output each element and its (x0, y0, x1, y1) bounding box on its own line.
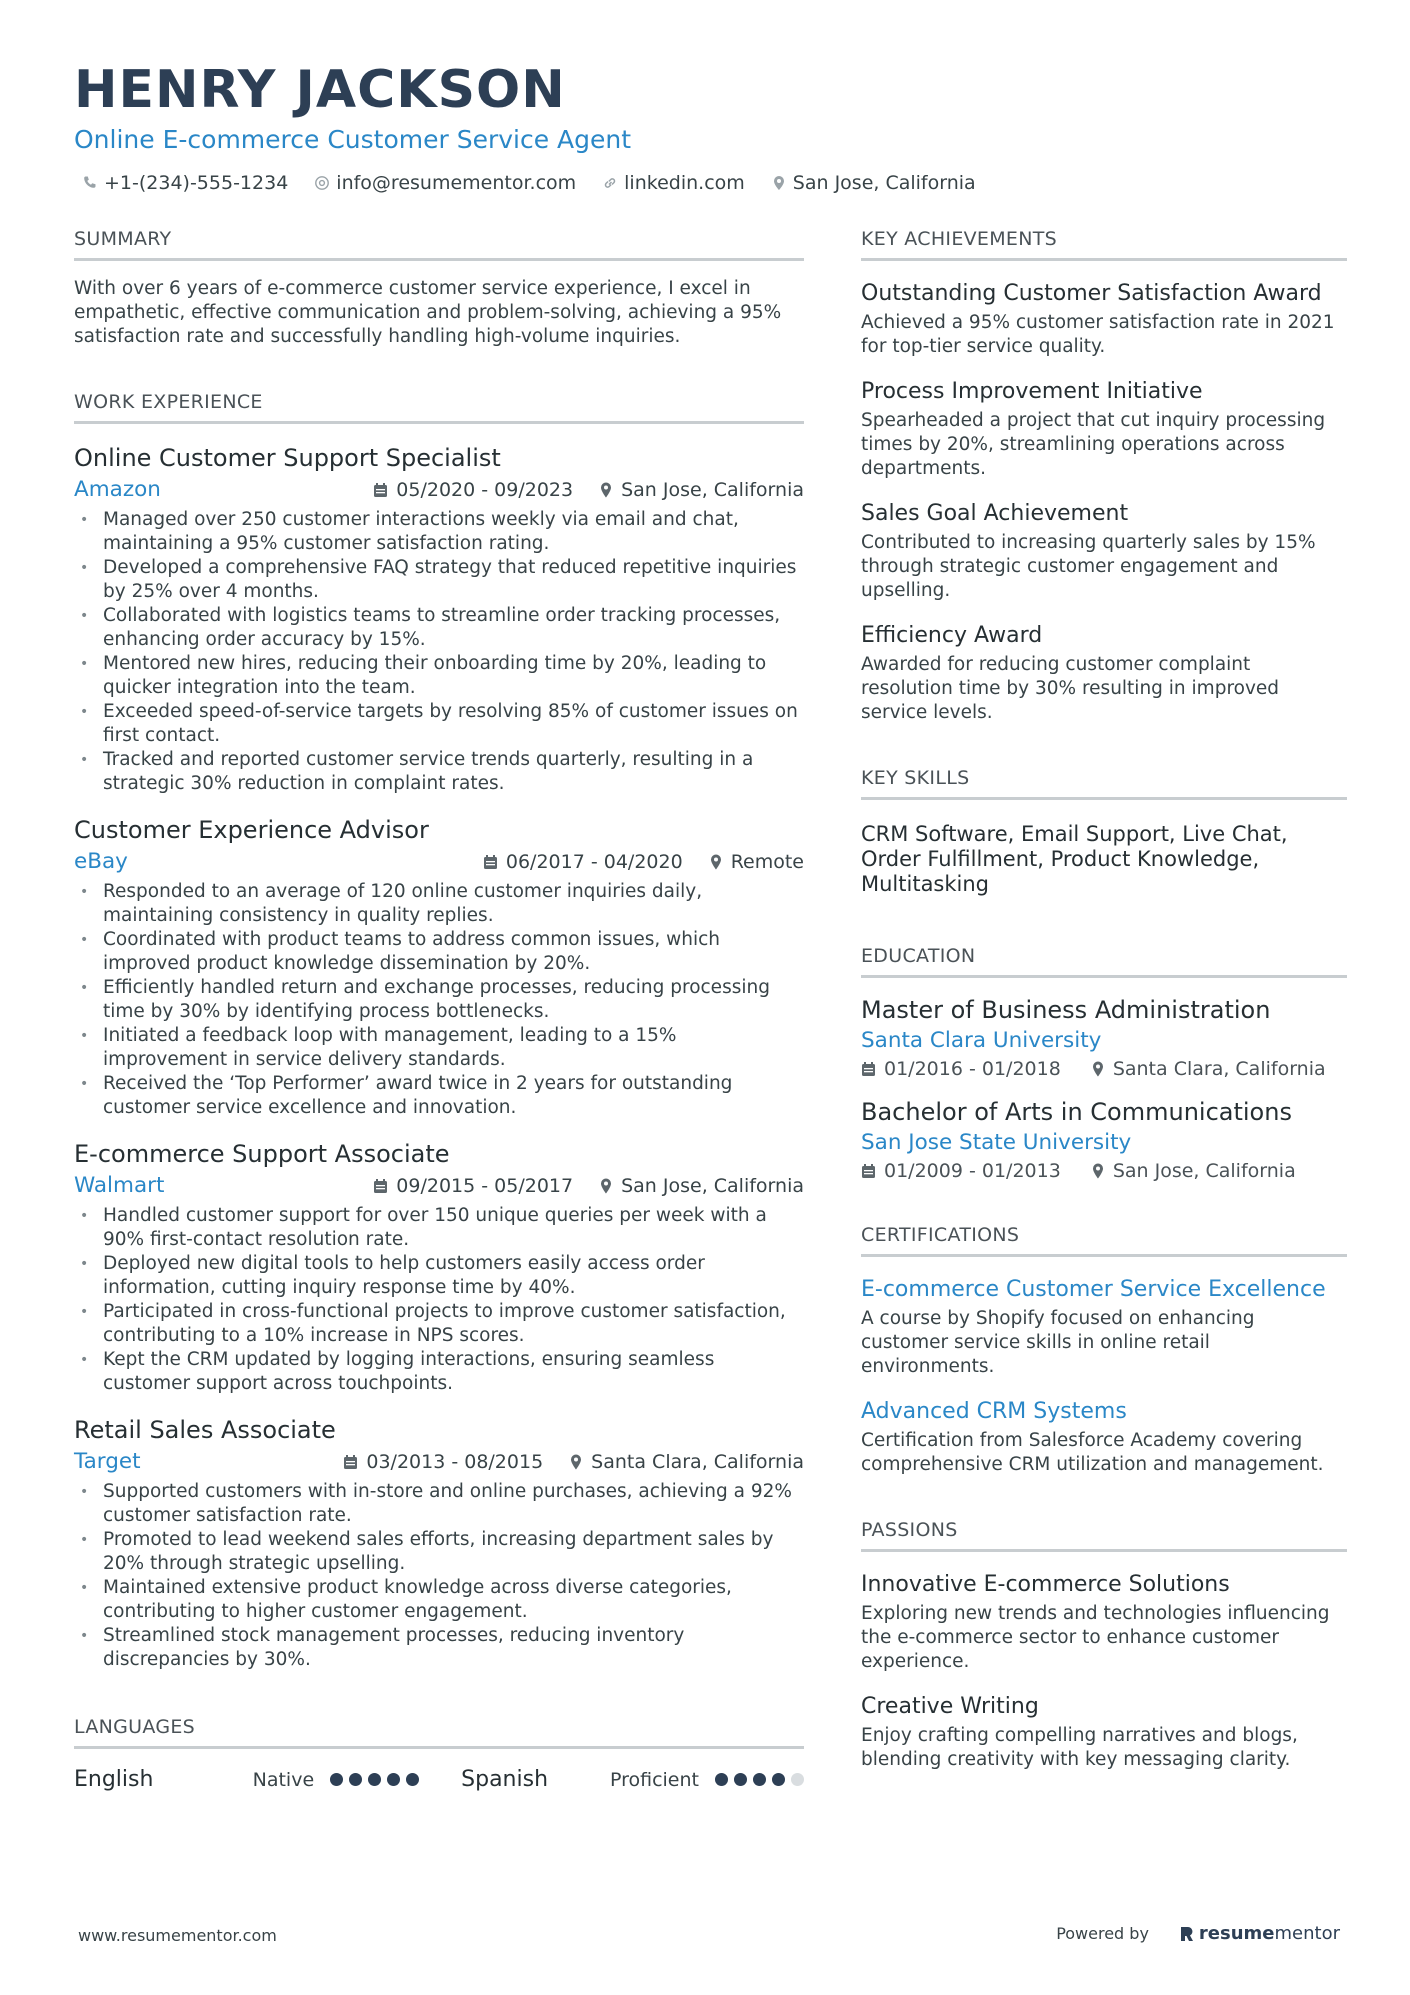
rating-dot-filled (330, 1773, 343, 1786)
school-name: San Jose State University (861, 1130, 1132, 1155)
summary-text: With over 6 years of e-commerce customer service experience, I excel in empathetic, effective communication and problem-solving, achieving a 95% satisfaction rate and successfully handling high-volume inquiries. (74, 278, 782, 347)
certifications-heading: CERTIFICATIONS (861, 1222, 1347, 1257)
job-dates (373, 1175, 573, 1197)
certification-title: E-commerce Customer Service Excellence (861, 1277, 1326, 1302)
job-title: E-commerce Support Associate (74, 1140, 450, 1168)
certification-title: Advanced CRM Systems (861, 1399, 1127, 1424)
languages-heading: LANGUAGES (74, 1714, 804, 1749)
bullet-item: • Developed a comprehensive FAQ strategy that reduced repetitive inquiries by 25% over 4 months. (74, 556, 804, 604)
bullet-item: • Kept the CRM updated by logging interactions, ensuring seamless customer support across touchpoints. (74, 1348, 804, 1396)
job-dates-text: 03/2013 - 08/2015 (366, 1451, 544, 1473)
job-entry (74, 1138, 804, 1396)
achievement-title: Outstanding Customer Satisfaction Award (861, 281, 1322, 306)
job-bullets (74, 880, 804, 1120)
education-location (1091, 1160, 1296, 1182)
education-location-text: San Jose, California (1112, 1160, 1296, 1182)
brand-rest: mentor (1274, 1923, 1340, 1944)
education-item (861, 994, 1347, 1080)
phone-text: +1-(234)-555-1234 (104, 172, 289, 194)
job-meta-right (373, 1175, 804, 1197)
powered-by-text: Powered by (1056, 1924, 1149, 1943)
footer-branding (1056, 1923, 1340, 1944)
rating-dot-filled (772, 1773, 785, 1786)
contact-phone (82, 172, 288, 194)
certification-item (861, 1275, 1347, 1379)
bullet-item: • Collaborated with logistics teams to streamline order tracking processes, enhancing order accuracy by 15%. (74, 604, 804, 652)
job-title: Customer Experience Advisor (74, 816, 429, 844)
achievement-title: Sales Goal Achievement (861, 501, 1129, 526)
work-experience-heading: WORK EXPERIENCE (74, 389, 804, 424)
key-skills-heading: KEY SKILLS (861, 765, 1347, 800)
email-text[interactable]: info@resumementor.com (336, 172, 577, 194)
passion-desc: Exploring new trends and technologies influencing the e-commerce sector to enhance customer experience. (861, 1603, 1330, 1672)
job-bullets (74, 508, 804, 796)
jobs-list (74, 442, 804, 1672)
job-location-text: Remote (730, 851, 804, 873)
location-pin-icon (569, 1454, 583, 1470)
footer-website[interactable]: www.resumementor.com (78, 1926, 277, 1945)
bullet-item: • Promoted to lead weekend sales efforts, increasing department sales by 20% through strategic upselling. (74, 1528, 804, 1576)
degree-title: Bachelor of Arts in Communications (861, 1098, 1292, 1126)
job-entry (74, 814, 804, 1120)
bullet-item: • Maintained extensive product knowledge across diverse categories, contributing to higher customer engagement. (74, 1576, 804, 1624)
location-pin-icon (709, 854, 723, 870)
location-pin-icon (599, 482, 613, 498)
right-column (861, 226, 1347, 1772)
bullet-item: • Deployed new digital tools to help customers easily access order information, cutting inquiry response time by 40%. (74, 1252, 804, 1300)
education-meta (861, 1160, 1347, 1182)
job-title: Retail Sales Associate (74, 1416, 336, 1444)
passions-list (861, 1570, 1347, 1772)
rating-dot-filled (406, 1773, 419, 1786)
brand-bold: resume (1198, 1923, 1275, 1944)
skills-text: CRM Software, Email Support, Live Chat, Order Fulfillment, Product Knowledge, Multitasking (861, 822, 1288, 896)
left-column (74, 226, 804, 1792)
achievement-title: Efficiency Award (861, 623, 1043, 648)
job-meta (74, 1172, 804, 1200)
certification-desc: A course by Shopify focused on enhancing customer service skills in online retail environments. (861, 1308, 1255, 1377)
header (74, 58, 1344, 194)
job-location (599, 479, 804, 501)
job-dates-text: 05/2020 - 09/2023 (396, 479, 574, 501)
education-dates (861, 1160, 1061, 1182)
job-meta-right (483, 851, 804, 873)
certifications-list (861, 1275, 1347, 1477)
language-name: English (74, 1767, 154, 1792)
passion-item (861, 1570, 1347, 1674)
education-list (861, 994, 1347, 1182)
bullet-item: • Initiated a feedback loop with management, leading to a 15% improvement in service delivery standards. (74, 1024, 804, 1072)
achievement-item (861, 377, 1347, 481)
linkedin-text[interactable]: linkedin.com (624, 172, 745, 194)
at-icon (314, 175, 330, 191)
contact-email[interactable] (314, 172, 576, 194)
location-pin-icon (771, 175, 787, 191)
calendar-icon (343, 1454, 358, 1470)
rating-dot-filled (753, 1773, 766, 1786)
company-name: Walmart (74, 1173, 165, 1198)
education-location (1091, 1058, 1326, 1080)
candidate-name: HENRY JACKSON (74, 60, 566, 120)
job-location-text: San Jose, California (621, 1175, 804, 1197)
education-dates-text: 01/2016 - 01/2018 (884, 1058, 1061, 1080)
education-dates (861, 1058, 1061, 1080)
contact-location (771, 172, 976, 194)
job-dates (373, 479, 573, 501)
job-location (569, 1451, 804, 1473)
language-level: Proficient (609, 1768, 699, 1791)
brand-logo[interactable] (1179, 1923, 1340, 1944)
resumementor-logo-icon (1179, 1925, 1195, 1943)
company-name: eBay (74, 849, 128, 874)
rating-dot-filled (715, 1773, 728, 1786)
language-rating (715, 1773, 804, 1786)
languages-row (74, 1767, 804, 1792)
job-meta (74, 1448, 804, 1476)
job-dates (483, 851, 683, 873)
company-name: Amazon (74, 477, 161, 502)
bullet-item: • Efficiently handled return and exchange processes, reducing processing time by 30% by identifying process bottlenecks. (74, 976, 804, 1024)
job-meta (74, 476, 804, 504)
job-meta-right (343, 1451, 804, 1473)
education-meta (861, 1058, 1347, 1080)
language-level: Native (252, 1768, 315, 1791)
rating-dot-filled (734, 1773, 747, 1786)
bullet-item: • Tracked and reported customer service trends quarterly, resulting in a strategic 30% reduction in complaint rates. (74, 748, 804, 796)
job-entry (74, 1414, 804, 1672)
job-entry (74, 442, 804, 796)
bullet-item: • Supported customers with in-store and online purchases, achieving a 92% customer satisfaction rate. (74, 1480, 804, 1528)
job-location (709, 851, 804, 873)
language-name: Spanish (461, 1767, 549, 1792)
location-text: San Jose, California (792, 172, 976, 194)
achievement-item (861, 499, 1347, 603)
job-dates (343, 1451, 543, 1473)
certification-desc: Certification from Salesforce Academy covering comprehensive CRM utilization and management. (861, 1430, 1324, 1475)
passions-heading: PASSIONS (861, 1517, 1347, 1552)
company-name: Target (74, 1449, 141, 1474)
bullet-item: • Coordinated with product teams to address common issues, which improved product knowledge dissemination by 20%. (74, 928, 804, 976)
job-bullets (74, 1480, 804, 1672)
language-rating (330, 1773, 419, 1786)
calendar-icon (861, 1163, 876, 1179)
achievement-desc: Contributed to increasing quarterly sales by 15% through strategic customer engagement and upselling. (861, 532, 1316, 601)
job-location (599, 1175, 804, 1197)
location-pin-icon (1091, 1061, 1105, 1077)
rating-dot-empty (791, 1773, 804, 1786)
achievement-desc: Achieved a 95% customer satisfaction rate in 2021 for top-tier service quality. (861, 312, 1335, 357)
rating-dot-filled (387, 1773, 400, 1786)
education-dates-text: 01/2009 - 01/2013 (884, 1160, 1061, 1182)
passion-desc: Enjoy crafting compelling narratives and blogs, blending creativity with key messaging clarity. (861, 1725, 1298, 1770)
job-dates-text: 09/2015 - 05/2017 (396, 1175, 574, 1197)
passion-title: Creative Writing (861, 1694, 1039, 1719)
achievement-desc: Spearheaded a project that cut inquiry processing times by 20%, streamlining operations across departments. (861, 410, 1326, 479)
location-pin-icon (599, 1178, 613, 1194)
summary-heading: SUMMARY (74, 226, 804, 261)
education-location-text: Santa Clara, California (1112, 1058, 1326, 1080)
key-achievements-heading: KEY ACHIEVEMENTS (861, 226, 1347, 261)
achievement-item (861, 621, 1347, 725)
rating-dot-filled (349, 1773, 362, 1786)
school-name: Santa Clara University (861, 1028, 1102, 1053)
achievement-desc: Awarded for reducing customer complaint resolution time by 30% resulting in improved service levels. (861, 654, 1280, 723)
bullet-item: • Mentored new hires, reducing their onboarding time by 20%, leading to quicker integration into the team. (74, 652, 804, 700)
calendar-icon (483, 854, 498, 870)
bullet-item: • Exceeded speed-of-service targets by resolving 85% of customer issues on first contact. (74, 700, 804, 748)
education-item (861, 1096, 1347, 1182)
job-meta (74, 848, 804, 876)
job-dates-text: 06/2017 - 04/2020 (505, 851, 683, 873)
location-pin-icon (1091, 1163, 1105, 1179)
passion-title: Innovative E-commerce Solutions (861, 1572, 1230, 1597)
passion-item (861, 1692, 1347, 1772)
education-heading: EDUCATION (861, 943, 1347, 978)
job-location-text: San Jose, California (621, 479, 804, 501)
contact-linkedin[interactable] (602, 172, 745, 194)
bullet-item: • Streamlined stock management processes, reducing inventory discrepancies by 30%. (74, 1624, 804, 1672)
degree-title: Master of Business Administration (861, 996, 1271, 1024)
phone-icon (82, 175, 98, 191)
bullet-item: • Responded to an average of 120 online customer inquiries daily, maintaining consistency in quality replies. (74, 880, 804, 928)
calendar-icon (373, 1178, 388, 1194)
rating-dot-filled (368, 1773, 381, 1786)
bullet-item: • Received the ‘Top Performer’ award twice in 2 years for outstanding customer service excellence and innovation. (74, 1072, 804, 1120)
job-bullets (74, 1204, 804, 1396)
calendar-icon (861, 1061, 876, 1077)
calendar-icon (373, 482, 388, 498)
achievements-list (861, 279, 1347, 725)
link-icon (602, 175, 618, 191)
job-title: Online Customer Support Specialist (74, 444, 501, 472)
contact-bar (74, 172, 1344, 194)
job-location-text: Santa Clara, California (591, 1451, 804, 1473)
bullet-item: • Managed over 250 customer interactions weekly via email and chat, maintaining a 95% customer satisfaction rating. (74, 508, 804, 556)
candidate-role: Online E-commerce Customer Service Agent (74, 125, 632, 154)
achievement-item (861, 279, 1347, 359)
job-meta-right (373, 479, 804, 501)
achievement-title: Process Improvement Initiative (861, 379, 1203, 404)
bullet-item: • Participated in cross-functional projects to improve customer satisfaction, contributing to a 10% increase in NPS scores. (74, 1300, 804, 1348)
certification-item (861, 1397, 1347, 1477)
bullet-item: • Handled customer support for over 150 unique queries per week with a 90% first-contact resolution rate. (74, 1204, 804, 1252)
